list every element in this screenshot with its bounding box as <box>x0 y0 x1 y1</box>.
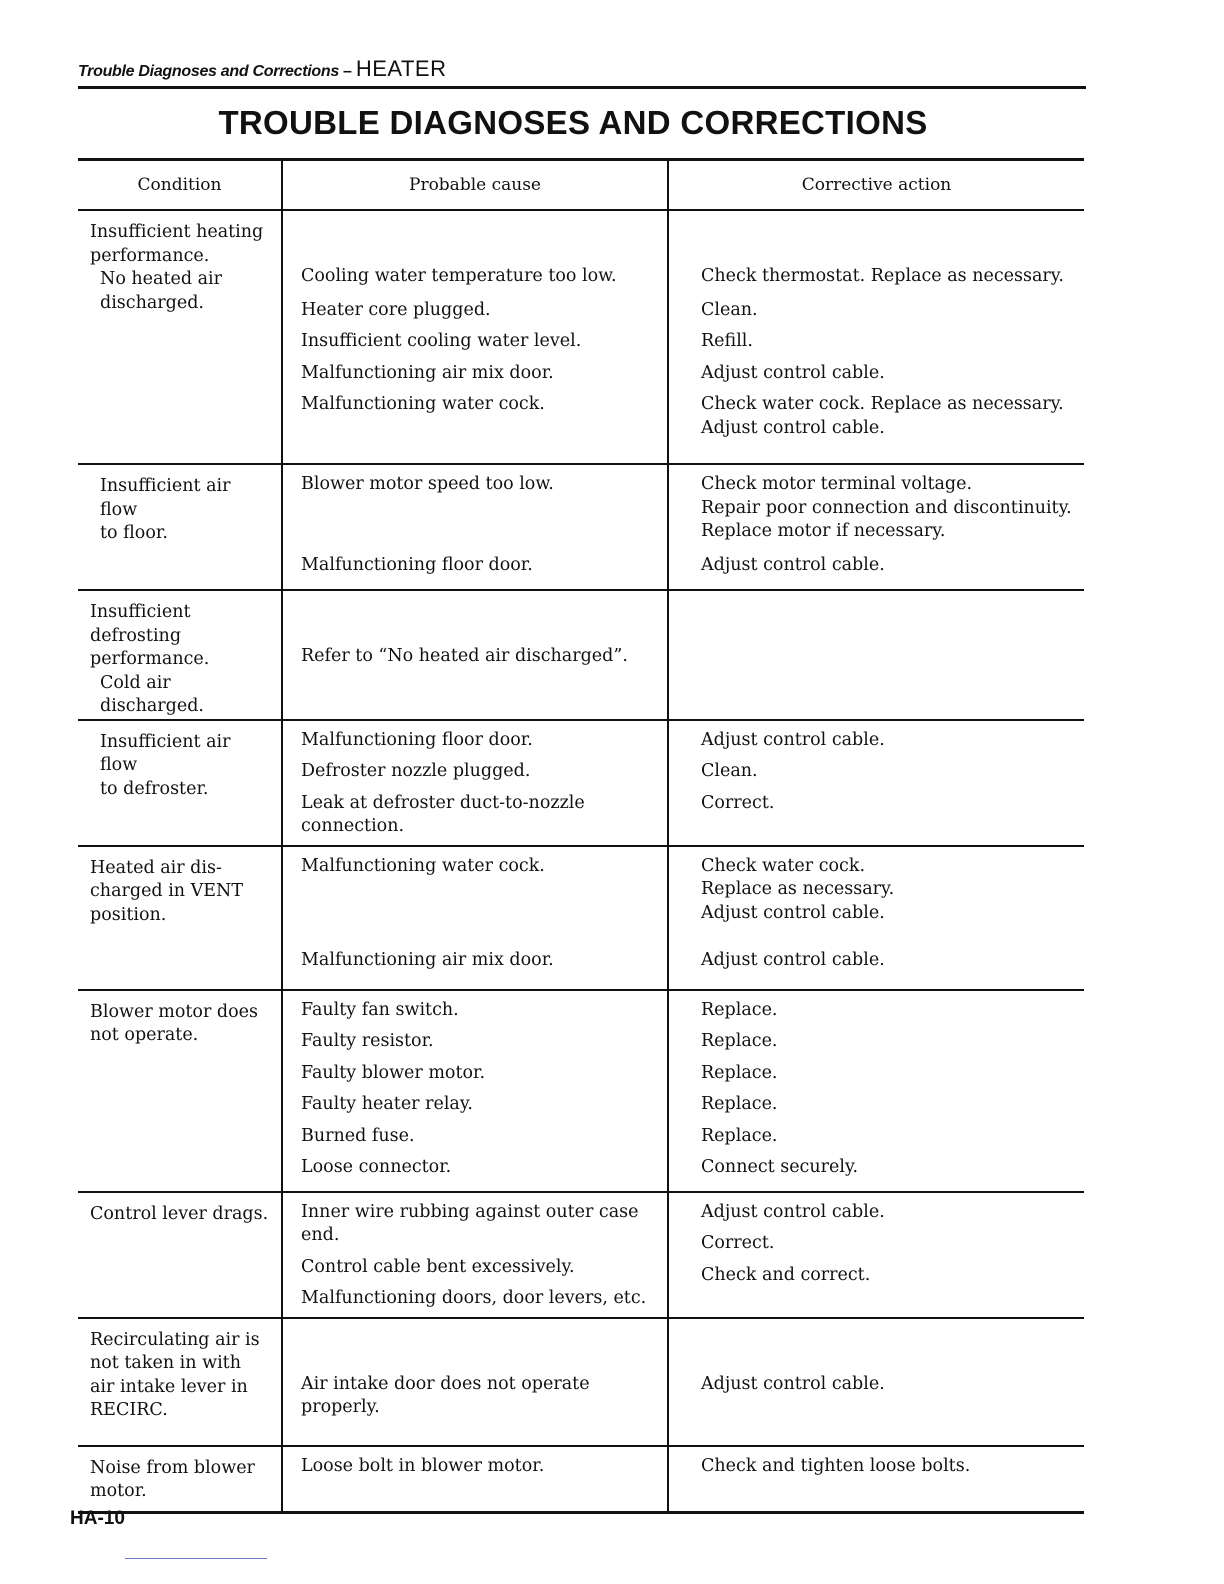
condition-subtext: discharged. <box>100 292 204 313</box>
condition-text: performance. <box>90 245 210 266</box>
action-text: Adjust control cable. <box>701 902 885 923</box>
action-block <box>701 792 1078 816</box>
action-text: Adjust control cable. <box>701 362 885 383</box>
action-text: Replace. <box>701 1062 778 1083</box>
page-number: HA-10 <box>70 1508 125 1529</box>
action-text: Check thermostat. Replace as necessary. <box>701 266 1064 286</box>
table-row <box>78 1193 1084 1319</box>
action-block <box>701 1125 1078 1149</box>
action-text: Clean. <box>701 299 758 320</box>
cause-cell <box>283 1319 669 1445</box>
condition-subtext: Insufficient air flow <box>100 476 231 520</box>
cause-block <box>301 1125 661 1149</box>
cause-block <box>301 362 661 386</box>
action-text: Correct. <box>701 792 775 813</box>
cause-cell <box>283 211 669 463</box>
cause-block <box>301 299 661 323</box>
cause-text: Air intake door does not operate properly. <box>301 1373 590 1417</box>
action-block <box>701 855 1078 926</box>
cause-cell <box>283 1447 669 1511</box>
header-dash: – <box>342 63 352 80</box>
cause-block <box>301 1201 661 1248</box>
table-row <box>78 1319 1084 1447</box>
action-text: Connect securely. <box>701 1157 859 1177</box>
condition-cell <box>78 591 283 719</box>
cause-block <box>301 1093 661 1117</box>
cause-cell <box>283 721 669 845</box>
action-block <box>701 1201 1078 1225</box>
action-block <box>701 1373 1078 1397</box>
action-text: Adjust control cable. <box>701 1201 885 1222</box>
action-text: Replace as necessary. <box>701 879 895 899</box>
cause-text: Malfunctioning air mix door. <box>301 362 554 383</box>
footer-rule <box>125 1558 267 1559</box>
cause-text: Insufficient cooling water level. <box>301 331 582 351</box>
action-text: Adjust control cable. <box>701 1373 885 1394</box>
cause-text: Control cable bent excessively. <box>301 1256 575 1277</box>
action-block <box>701 299 1078 323</box>
cause-block <box>301 729 661 753</box>
cause-text: Malfunctioning water cock. <box>301 394 545 414</box>
action-text: Adjust control cable. <box>701 729 885 750</box>
cause-block <box>301 1030 661 1054</box>
action-block <box>701 1156 1078 1180</box>
cause-text: Faulty blower motor. <box>301 1062 486 1083</box>
action-text: Adjust control cable. <box>701 554 885 575</box>
cause-cell <box>283 1193 669 1317</box>
cause-text: Malfunctioning water cock. <box>301 855 545 876</box>
table-body <box>78 211 1084 1514</box>
cause-block <box>301 949 661 973</box>
action-cell <box>669 211 1084 463</box>
condition-text: charged in VENT <box>90 881 244 901</box>
condition-text: not taken in with <box>90 1353 241 1373</box>
cause-block <box>301 1373 661 1420</box>
cause-block <box>301 792 661 839</box>
action-text: Replace. <box>701 999 778 1020</box>
page-title: TROUBLE DIAGNOSES AND CORRECTIONS <box>218 104 928 141</box>
action-cell <box>669 1447 1084 1511</box>
cause-text: Loose bolt in blower motor. <box>301 1455 545 1476</box>
cause-cell <box>283 591 669 719</box>
action-text: Replace motor if necessary. <box>701 521 946 541</box>
cause-block <box>301 760 661 784</box>
action-block <box>701 1030 1078 1054</box>
action-block <box>701 760 1078 784</box>
condition-text: Insufficient heating <box>90 222 264 242</box>
cause-text: Faulty heater relay. <box>301 1094 473 1114</box>
cause-cell <box>283 465 669 589</box>
cause-block <box>301 1156 661 1180</box>
action-text: Replace. <box>701 1125 778 1146</box>
action-text: Adjust control cable. <box>701 950 885 970</box>
condition-text: Control lever drags. <box>90 1203 269 1224</box>
cause-text: Faulty fan switch. <box>301 999 459 1020</box>
condition-subtext: to floor. <box>100 523 168 543</box>
condition-text: Recirculating air is <box>90 1329 260 1350</box>
action-text: Check motor terminal voltage. <box>701 474 973 494</box>
action-text: Clean. <box>701 761 758 781</box>
action-text: Correct. <box>701 1233 775 1253</box>
condition-text: motor. <box>90 1481 147 1501</box>
cause-block <box>301 393 661 440</box>
condition-subtext: Insufficient air flow <box>100 731 231 775</box>
action-block <box>701 1093 1078 1117</box>
condition-text: Insufficient defrosting <box>90 602 191 646</box>
cause-text: Malfunctioning doors, door levers, etc. <box>301 1288 647 1308</box>
table-header-row <box>78 161 1084 211</box>
cause-text: Defroster nozzle plugged. <box>301 761 531 781</box>
action-block <box>701 554 1078 578</box>
action-block <box>701 1232 1078 1256</box>
cause-block <box>301 1062 661 1086</box>
action-cell <box>669 1193 1084 1317</box>
condition-text: Noise from blower <box>90 1457 255 1478</box>
table-row <box>78 591 1084 721</box>
cause-text: Malfunctioning floor door. <box>301 554 533 575</box>
condition-text: Blower motor does <box>90 1001 258 1022</box>
cause-text: Faulty resistor. <box>301 1031 434 1051</box>
condition-text: not operate. <box>90 1025 199 1045</box>
action-text: Adjust control cable. <box>701 417 885 438</box>
condition-cell <box>78 1193 283 1317</box>
running-header <box>78 56 1086 86</box>
cause-text: Inner wire rubbing against outer case end. <box>301 1201 639 1245</box>
action-block <box>701 265 1078 289</box>
cause-cell <box>283 991 669 1191</box>
cause-block <box>301 1287 661 1311</box>
condition-text: performance. <box>90 649 210 669</box>
action-block <box>701 473 1078 544</box>
condition-text: position. <box>90 904 167 925</box>
header-rule <box>78 86 1086 89</box>
table-row <box>78 1447 1084 1514</box>
condition-text: air intake lever in <box>90 1376 248 1397</box>
cause-block <box>301 1455 661 1479</box>
cause-block <box>301 999 661 1023</box>
cause-text: Malfunctioning floor door. <box>301 729 533 750</box>
action-block <box>701 1264 1078 1288</box>
condition-text: Heated air dis- <box>90 857 222 878</box>
column-header-action: Corrective action <box>801 175 952 195</box>
action-text: Replace. <box>701 1031 778 1051</box>
cause-text: Leak at defroster duct-to-nozzle connection. <box>301 792 585 836</box>
condition-text: RECIRC. <box>90 1400 168 1420</box>
condition-cell <box>78 211 283 463</box>
action-cell <box>669 991 1084 1191</box>
action-text: Refill. <box>701 331 753 351</box>
action-block <box>701 999 1078 1023</box>
condition-subtext: No heated air <box>100 269 223 289</box>
table-row <box>78 211 1084 465</box>
cause-cell <box>283 847 669 989</box>
cause-block <box>301 473 661 544</box>
action-block <box>701 729 1078 753</box>
cause-block <box>301 265 661 289</box>
cause-block <box>301 645 661 669</box>
cause-text: Loose connector. <box>301 1157 452 1177</box>
cause-block <box>301 1256 661 1280</box>
cause-text: Refer to “No heated air discharged”. <box>301 646 628 666</box>
action-block <box>701 1062 1078 1086</box>
action-text: Replace. <box>701 1094 778 1114</box>
action-cell <box>669 591 1084 719</box>
action-text: Check and correct. <box>701 1264 871 1285</box>
section-title: Trouble Diagnoses and Corrections <box>78 63 339 80</box>
column-header-condition: Condition <box>78 161 283 209</box>
action-text: Check water cock. Replace as necessary. <box>701 394 1064 414</box>
cause-text: Cooling water temperature too low. <box>301 266 617 286</box>
table-row <box>78 465 1084 591</box>
column-header-cause: Probable cause <box>283 161 669 209</box>
action-block <box>701 645 1078 669</box>
action-cell <box>669 721 1084 845</box>
condition-cell <box>78 1447 283 1511</box>
chapter-title: HEATER <box>355 56 447 81</box>
table-row <box>78 991 1084 1193</box>
condition-subtext: to defroster. <box>100 778 209 799</box>
condition-cell <box>78 991 283 1191</box>
action-block <box>701 330 1078 354</box>
action-text: Check and tighten loose bolts. <box>701 1455 971 1476</box>
condition-cell <box>78 465 283 589</box>
cause-text: Heater core plugged. <box>301 299 491 320</box>
action-cell <box>669 465 1084 589</box>
table-row <box>78 721 1084 847</box>
cause-text: Malfunctioning air mix door. <box>301 950 554 970</box>
condition-cell <box>78 721 283 845</box>
cause-text: Burned fuse. <box>301 1125 415 1146</box>
table-row <box>78 847 1084 991</box>
condition-cell <box>78 847 283 989</box>
action-cell <box>669 847 1084 989</box>
action-block <box>701 1455 1078 1479</box>
action-block <box>701 949 1078 973</box>
action-cell <box>669 1319 1084 1445</box>
cause-text: Blower motor speed too low. <box>301 474 554 494</box>
trouble-table <box>78 158 1084 1514</box>
action-text: Repair poor connection and discontinuity. <box>701 497 1072 518</box>
cause-block <box>301 554 661 578</box>
condition-cell <box>78 1319 283 1445</box>
action-block <box>701 362 1078 386</box>
cause-block <box>301 855 661 926</box>
action-block <box>701 393 1078 440</box>
action-text: Check water cock. <box>701 855 866 876</box>
condition-subtext: Cold air discharged. <box>100 672 204 716</box>
cause-block <box>301 330 661 354</box>
